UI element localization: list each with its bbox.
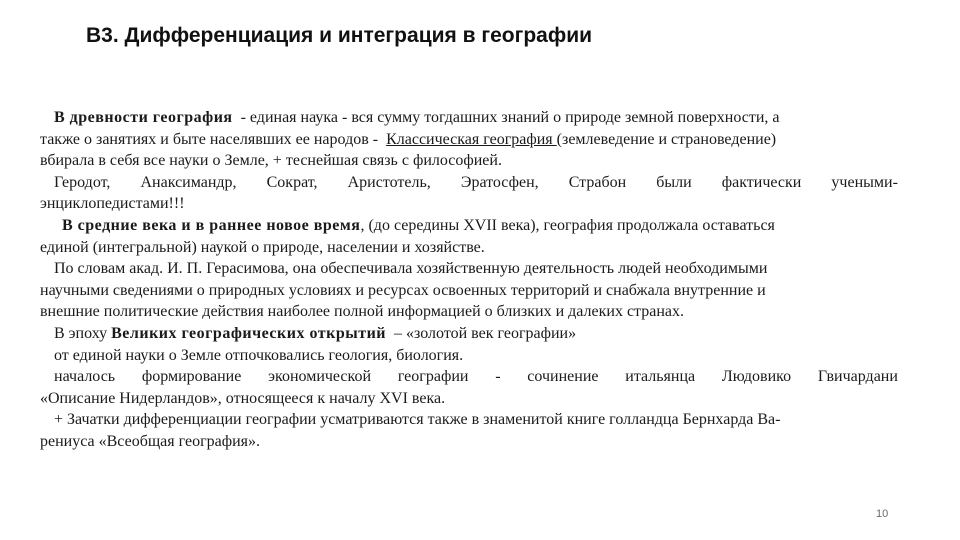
p3-line-1-rest: , (до середины XVII века), география продолжала оставаться [360,216,775,234]
p1-bold-phrase: В древности география [54,109,233,126]
p6-word: экономической [268,368,372,386]
p5-bold-phrase: Великих географических открытий [111,324,387,342]
p2-word: Страбон [568,173,627,191]
p7-line-2: рениуса «Всеобщая география». [40,432,261,450]
p5-line-2: от единой науки о Земле отпочковались геология, биология. [54,346,464,364]
p6-word: началось [54,368,116,386]
p3-line-1 [40,215,898,237]
p2-word: учеными- [831,173,898,191]
p6-word: формирование [141,368,242,386]
p6-word: Людовико [721,368,792,386]
p5-line-1-end: – «золотой век географии» [386,324,577,342]
p2-word: Сократ, [266,173,318,191]
p6-word: итальянца [625,368,696,386]
p4-line-1: По словам акад. И. П. Герасимова, она обеспечивала хозяйственную деятельность людей необходимыми [54,260,768,278]
p6-word: географии [397,368,469,386]
p2-word: Аристотель, [347,173,431,191]
p4-line-3: внешние политические действия наиболее полной информацией о близких и далеких странах. [40,303,685,321]
p6-word: сочинение [527,368,599,386]
p4-line-2: научными сведениями о природных условиях и ресурсах освоенных территорий и снабжала внутренние и [40,281,766,299]
p2-word: Эратосфен, [460,173,539,191]
p2-line-2: энциклопедистами!!! [40,195,185,213]
p1-line-2 [40,129,898,151]
p5-line-1-start: В эпоху [54,324,112,342]
p1-line-1-rest: - единая наука - вся сумму тогдашних знаний о природе земной поверхности, а [232,109,780,126]
p1-underlined-term: Классическая география [386,130,557,148]
p6-word: - [495,368,501,386]
p1-line-3: вбирала в себя все науки о Земле, + теснейшая связь с философией. [40,152,502,170]
p2-word: были [656,173,692,191]
p7-line-1: + Зачатки дифференциации географии усматриваются также в знаменитой книге голландца Бернхарда Ва- [54,411,781,429]
p6-line-2: «Описание Нидерландов», относящееся к началу XVI века. [40,389,446,407]
page-number: 10 [876,508,889,520]
p3-bold-phrase: В средние века и в раннее новое время [62,216,361,234]
p5-line-1 [40,323,898,345]
p3-line-2: единой (интегральной) наукой о природе, населении и хозяйстве. [40,238,485,256]
slide-title: В3. Дифференциация и интеграция в географии [86,24,593,47]
p6-word: Гвичардани [817,368,898,386]
slide-body [40,107,898,453]
p1-line-2-start: также о занятиях и быте населявших ее народов - [40,130,387,148]
p1-line-1 [40,107,898,129]
p2-word: Анаксимандр, [140,173,237,191]
p6-line-1 [40,366,898,388]
p2-word: Геродот, [54,173,111,191]
p2-word: фактически [721,173,802,191]
p1-line-2-end: (землеведение и страноведение) [556,130,777,148]
p2-line-1 [40,172,898,194]
